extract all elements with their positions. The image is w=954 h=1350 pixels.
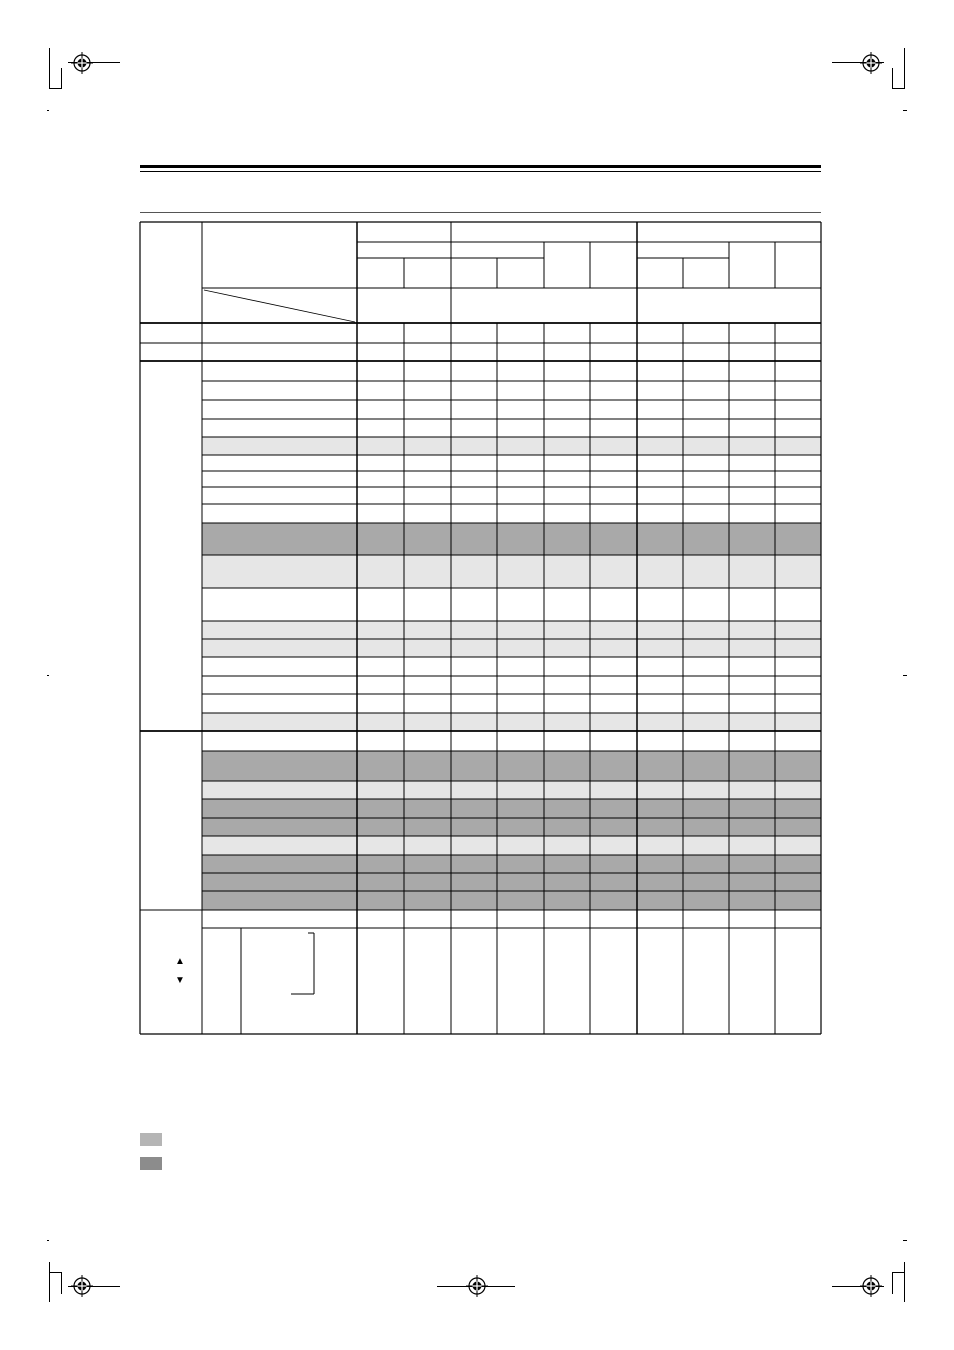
table-row-shade (202, 621, 821, 639)
table-diagonal-rule (204, 290, 355, 322)
legend-dark-swatch (140, 1157, 162, 1170)
table-row-shade (202, 781, 821, 799)
table-row-shade (202, 836, 821, 855)
table-row-shade (202, 713, 821, 731)
table-row-shade (202, 873, 821, 891)
triangle-down-icon: ▼ (175, 975, 185, 986)
table-row-shade (202, 891, 821, 910)
table-row-shade (202, 855, 821, 873)
table-row-shade (202, 437, 821, 455)
table-row-shade (202, 818, 821, 836)
legend-light-swatch (140, 1133, 162, 1146)
table-row-shade (202, 523, 821, 555)
table-row-shade (202, 751, 821, 781)
table-row-shade (202, 555, 821, 588)
table-row-shade (202, 799, 821, 818)
triangle-up-icon: ▲ (175, 956, 185, 967)
table-row-shade (202, 639, 821, 657)
